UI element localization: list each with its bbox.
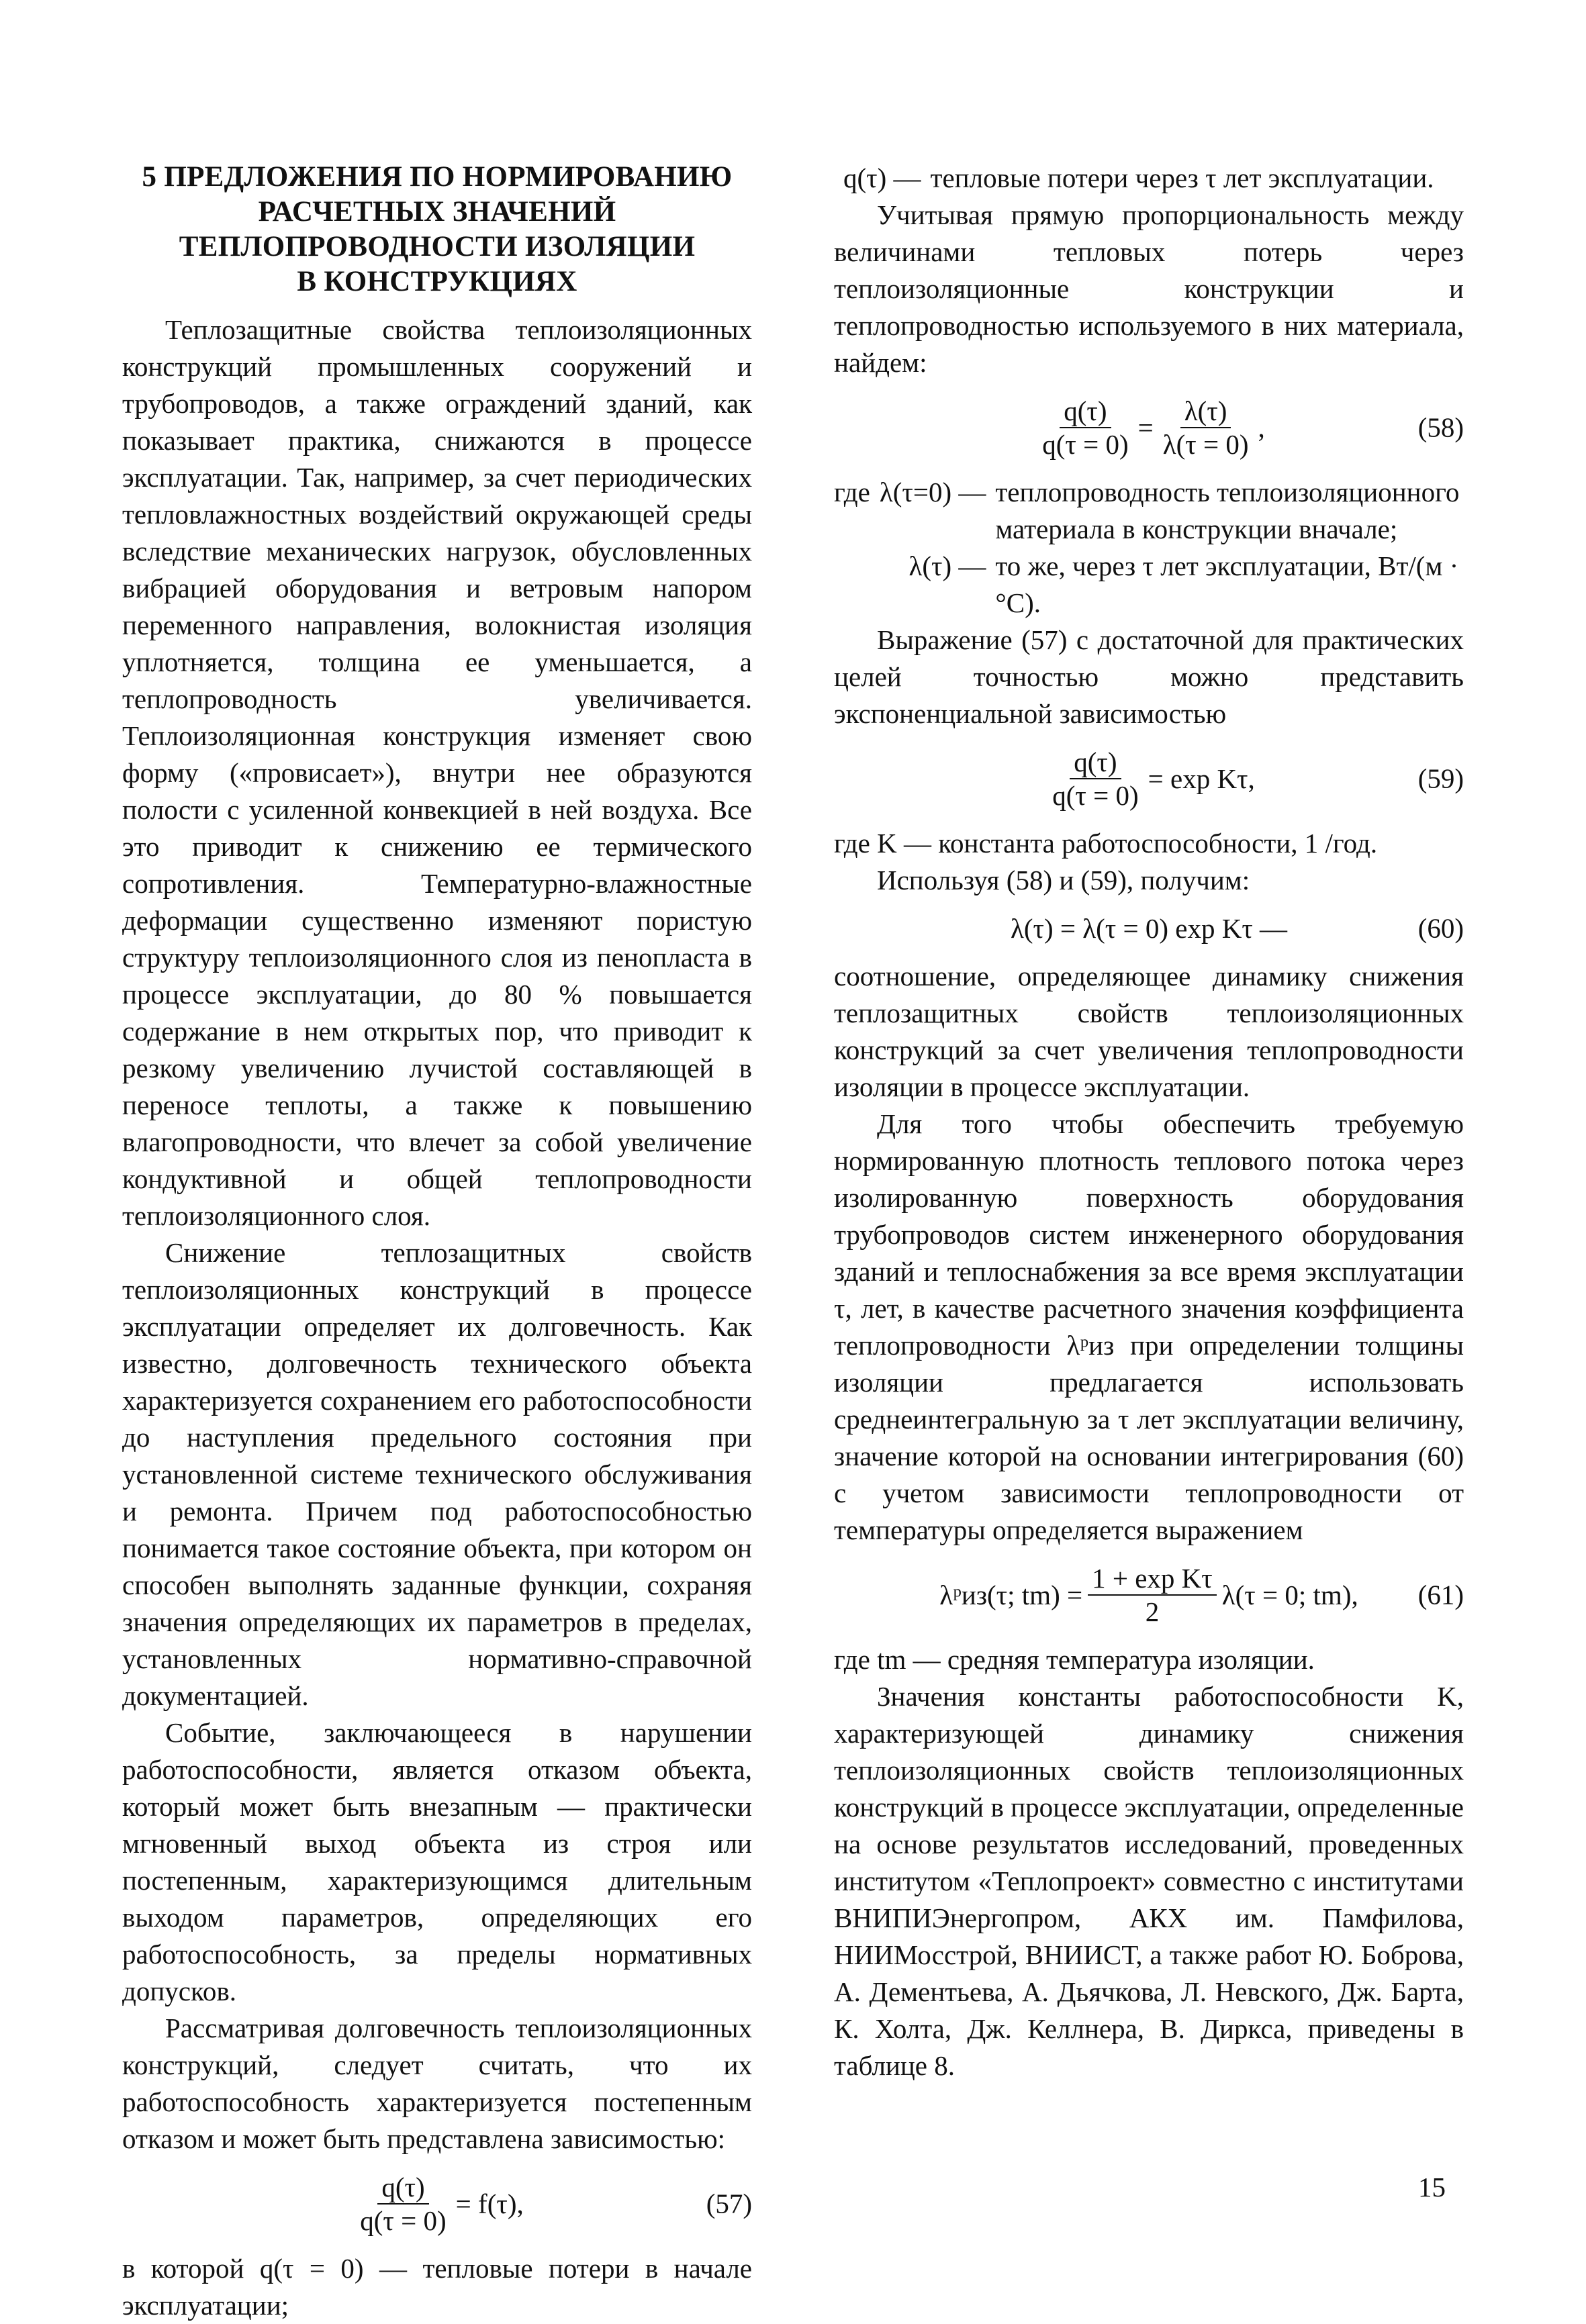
equation-expr: λ(τ) = λ(τ = 0) exp Kτ — — [1010, 912, 1288, 944]
denominator: q(τ = 0) — [1042, 429, 1129, 460]
paragraph: Выражение (57) с достаточной для практических целей точностью можно представить экспоненциальной зависимостью — [834, 624, 1464, 729]
page-number: 15 — [1418, 2172, 1446, 2202]
equation-number: (57) — [706, 2188, 752, 2219]
paragraph: Значения константы работоспособности K, характеризующей динамику снижения теплоизоляционных свойств теплоизоляционных конструкций в процессе эксплуатации, определенные на основе результатов исследований, проведенных институтом «Теплопроект» совместно с институтами ВНИПИЭнергопром, АКХ им. Памфилова, НИИМосстрой, ВНИИСТ, а также работ Ю. Боброва, А. Дементьева, А. Дьячкова, Л. Невского, Дж. Барта, К. Холта, Дж. Келлнера, В. Диркса, приведены в таблице 8. — [834, 1681, 1464, 2081]
definition-list — [834, 474, 1464, 622]
where-label: где — [834, 477, 870, 507]
title-line: РАСЧЕТНЫХ ЗНАЧЕНИЙ — [258, 196, 616, 228]
equation-57 — [122, 2167, 752, 2241]
definition-list — [834, 160, 1464, 197]
equation-61 — [834, 1558, 1464, 1632]
paragraph: Событие, заключающееся в нарушении работоспособности, является отказом объекта, который может быть внезапным — практически мгновенный выход объекта из строя или постепенным, характеризующимся длительным выходом параметров, определяющих его работоспособность, за пределы нормативных допусков. — [122, 1717, 752, 2006]
denominator: q(τ = 0) — [1052, 780, 1139, 811]
definition-symbol: λ(τ) — — [908, 550, 986, 581]
title-line: 5 ПРЕДЛОЖЕНИЯ ПО НОРМИРОВАНИЮ — [142, 161, 733, 193]
equation-number: (61) — [1417, 1579, 1464, 1610]
equation-rhs: = exp Kτ, — [1148, 763, 1255, 794]
equation-59 — [834, 742, 1464, 816]
fraction — [1038, 395, 1132, 461]
paragraph: Используя (58) и (59), получим: — [877, 865, 1250, 895]
denominator: λ(τ = 0) — [1162, 429, 1249, 460]
equation-rhs: λ(τ = 0; tm), — [1221, 1579, 1358, 1610]
section-title — [122, 160, 752, 299]
title-line: ТЕПЛОПРОВОДНОСТИ ИЗОЛЯЦИИ — [179, 231, 696, 262]
definition-line: где tm — средняя температура изоляции. — [834, 1644, 1315, 1675]
definition-text: тепловые потери через τ лет эксплуатации. — [930, 162, 1434, 193]
equals-sign: = — [1137, 411, 1154, 443]
equation-number: (58) — [1417, 411, 1464, 443]
fraction — [1048, 746, 1142, 812]
equation-60 — [834, 908, 1464, 949]
fraction — [356, 2171, 450, 2237]
numerator: q(τ) — [1060, 395, 1111, 428]
equation-number: (60) — [1417, 912, 1464, 944]
title-line: В КОНСТРУКЦИЯХ — [297, 266, 577, 297]
definition-symbol: λ(τ=0) — — [879, 477, 986, 507]
denominator: q(τ = 0) — [360, 2205, 447, 2236]
paragraph: Теплозащитные свойства теплоизоляционных конструкций промышленных сооружений и трубопроводов, а также ограждений зданий, как показывает практика, снижаются в процессе эксплуатации. Так, например, за счет периодических тепловлажностных воздействий окружающей среды вследствие механических нагрузок, обусловленных вибрацией оборудования и ветровым напором переменного направления, волокнистая изоляция уплотняется, толщина ее уменьшается, а теплопроводность увеличивается. Теплоизоляционная конструкция изменяет свою форму («провисает»), внутри нее образуются полости с усиленной конвекцией в ней воздуха. Все это приводит к снижению ее термического сопротивления. Температурно-влажностные деформации существенно изменяют пористую структуру теплоизоляционного слоя из пенопласта в процессе эксплуатации, до 80 % повышается содержание в нем открытых пор, что приводит к резкому увеличению лучистой составляющей в переносе теплоты, а также к повышению влагопроводности, что влечет за собой увеличение кондуктивной и общей теплопроводности теплоизоляционного слоя. — [122, 314, 752, 1231]
equation-lhs: λᵖиз(τ; tm) = — [939, 1579, 1083, 1610]
numerator: q(τ) — [377, 2171, 428, 2205]
definition-text: теплопроводность теплоизоляционного материала в конструкции вначале; — [995, 477, 1460, 544]
left-column — [122, 160, 752, 2324]
paragraph: Для того чтобы обеспечить требуемую нормированную плотность теплового потока через изолированную поверхность оборудования трубопроводов систем инженерного оборудования зданий и теплоснабжения за все время эксплуатации τ, лет, в качестве расчетного значения коэффициента теплопроводности λᵖиз при определении толщины изоляции предлагается использовать среднеинтегральную за τ лет эксплуатации величину, значение которой на основании интегрирования (60) с учетом зависимости теплопроводности от температуры определяется выражением — [834, 1108, 1464, 1545]
equation-rhs: = f(τ), — [455, 2188, 524, 2219]
paragraph: в которой q(τ = 0) — тепловые потери в начале эксплуатации; — [122, 2253, 752, 2321]
fraction — [1159, 395, 1253, 461]
definition-text: то же, через τ лет эксплуатации, Вт/(м · °С). — [995, 550, 1459, 618]
equation-58 — [834, 391, 1464, 465]
paragraph: соотношение, определяющее динамику снижения теплозащитных свойств теплоизоляционных конструкций за счет увеличения теплопроводности изоляции в процессе эксплуатации. — [834, 961, 1464, 1102]
numerator: q(τ) — [1070, 746, 1121, 779]
denominator: 2 — [1145, 1596, 1160, 1627]
paragraph: Снижение теплозащитных свойств теплоизоляционных конструкций в процессе эксплуатации определяет их долговечность. Как известно, долговечность технического объекта характеризуется сохранением его работоспособности до наступления предельного состояния при установленной системе технического обслуживания и ремонта. Причем под работоспособностью понимается такое состояние объекта, при котором он способен выполнять заданные функции, сохраняя значения определяющих их параметров в пределах, установленных нормативно-справочной документацией. — [122, 1237, 752, 1711]
equation-number: (59) — [1417, 763, 1464, 794]
right-column — [834, 160, 1464, 2084]
paragraph: Рассматривая долговечность теплоизоляционных конструкций, следует считать, что их работоспособность характеризуется постепенным отказом и может быть представлена зависимостью: — [122, 2013, 752, 2154]
spacer — [834, 548, 870, 622]
comma: , — [1258, 411, 1265, 443]
fraction — [1088, 1562, 1217, 1628]
paragraph: Учитывая прямую пропорциональность между величинами тепловых потерь через теплоизоляционные конструкции и теплопроводностью используемого в них материала, найдем: — [834, 199, 1464, 378]
numerator: 1 + exp Kτ — [1088, 1562, 1217, 1596]
definition-line: где K — константа работоспособности, 1 /год. — [834, 828, 1378, 859]
definition-symbol: q(τ) — — [843, 162, 921, 193]
numerator: λ(τ) — [1180, 395, 1231, 428]
